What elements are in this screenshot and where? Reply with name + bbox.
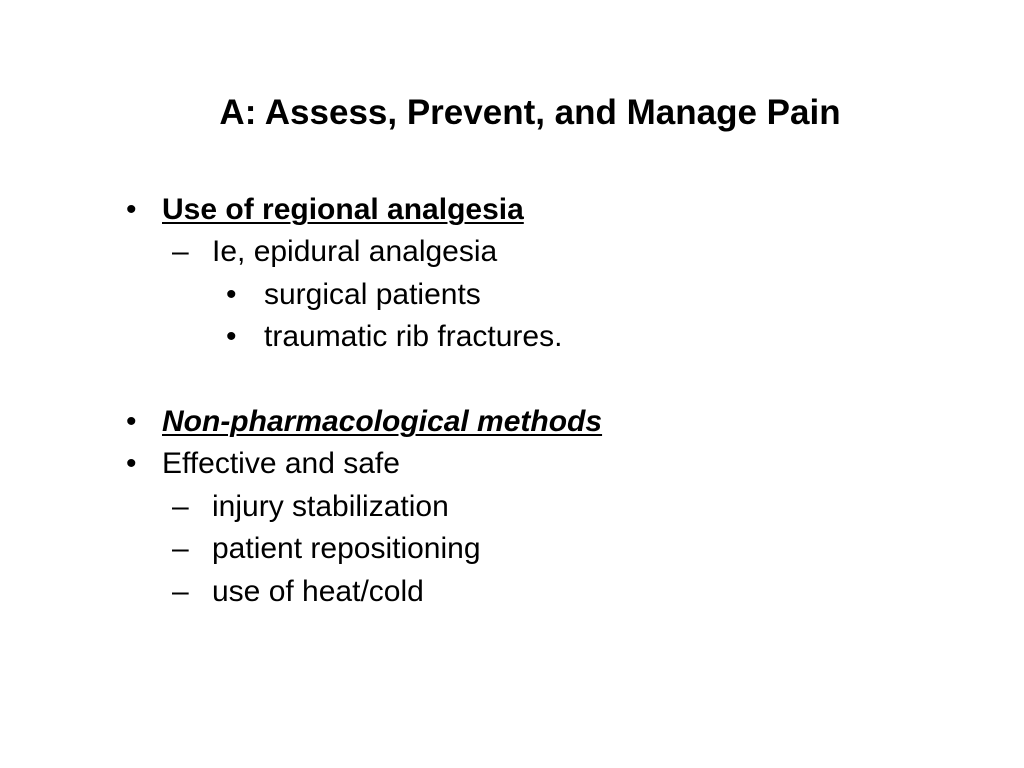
- bullet-marker: •: [126, 447, 137, 480]
- subitem-surgical-patients: surgical patients: [264, 278, 481, 311]
- subitem-patient-repositioning: patient repositioning: [212, 532, 481, 565]
- dash-marker: –: [172, 235, 189, 268]
- slide-title: A: Assess, Prevent, and Manage Pain: [219, 93, 841, 132]
- dash-marker: –: [172, 575, 189, 608]
- subitem-injury-stabilization: injury stabilization: [212, 490, 449, 523]
- bullet-marker: •: [126, 405, 137, 438]
- bullet-marker: •: [226, 278, 237, 311]
- subitem-heat-cold: use of heat/cold: [212, 575, 424, 608]
- subitem-epidural-analgesia: Ie, epidural analgesia: [212, 235, 498, 268]
- bullet-regional-analgesia: Use of regional analgesia: [162, 193, 524, 226]
- bullet-marker: •: [126, 193, 137, 226]
- dash-marker: –: [172, 490, 189, 523]
- bullet-marker: •: [226, 320, 237, 353]
- bullet-effective-safe: Effective and safe: [162, 447, 400, 480]
- subitem-rib-fractures: traumatic rib fractures.: [264, 320, 563, 353]
- bullet-non-pharmacological: Non-pharmacological methods: [162, 405, 603, 438]
- dash-marker: –: [172, 532, 189, 565]
